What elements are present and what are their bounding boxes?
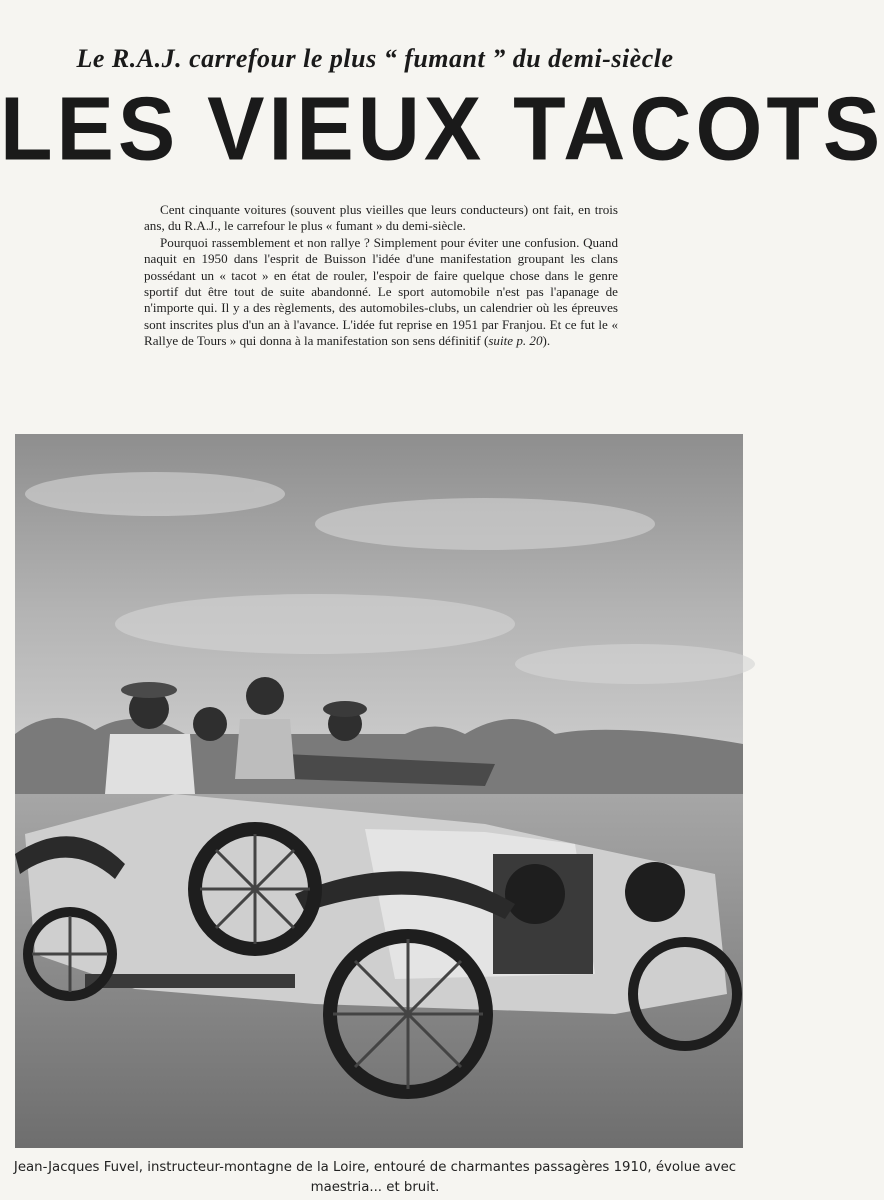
photo-caption: Jean-Jacques Fuvel, instructeur-montagne de la Loire, entouré de charmantes passagères 1910, évolue avec maestria... et bruit.	[13, 1160, 737, 1195]
headlamp-right	[625, 862, 685, 922]
vintage-car-photo	[15, 434, 743, 1148]
headlamp-left	[505, 864, 565, 924]
article-paragraph-1: Cent cinquante voitures (souvent plus vieilles que leurs conducteurs) ont fait, en trois ans, du R.A.J., le carrefour le plus « fumant » du demi-siècle.	[144, 202, 618, 234]
article-paragraph-2	[144, 235, 618, 350]
running-board	[85, 974, 295, 988]
headline: LES VIEUX TACOTS	[0, 78, 884, 180]
kicker: Le R.A.J. carrefour le plus “ fumant ” du demi-siècle	[76, 44, 674, 73]
article-body	[144, 202, 618, 350]
article-paragraph-2-end: ).	[542, 333, 551, 349]
continuation-reference: suite p. 20	[488, 333, 543, 349]
article-paragraph-2-text: Pourquoi rassemblement et non rallye ? Simplement pour éviter une confusion. Quand naquit en 1950 dans l'esprit de Buisson l'idée d'une manifestation groupant les clans possédant un « tacot » en état de rouler, l'espoir de faire quelque chose dans le genre sportif dut être tout de suite abandonné. Le sport automobile n'est pas l'apanage de n'importe qui. Il y a des règlements, des automobiles-clubs, un calendrier où les épreuves sont inscrites plus d'un an à l'avance. L'idée fut reprise en 1951 par Franjou. Et ce fut le « Rallye de Tours » qui donna à la manifestation son sens définitif (	[144, 234, 618, 349]
